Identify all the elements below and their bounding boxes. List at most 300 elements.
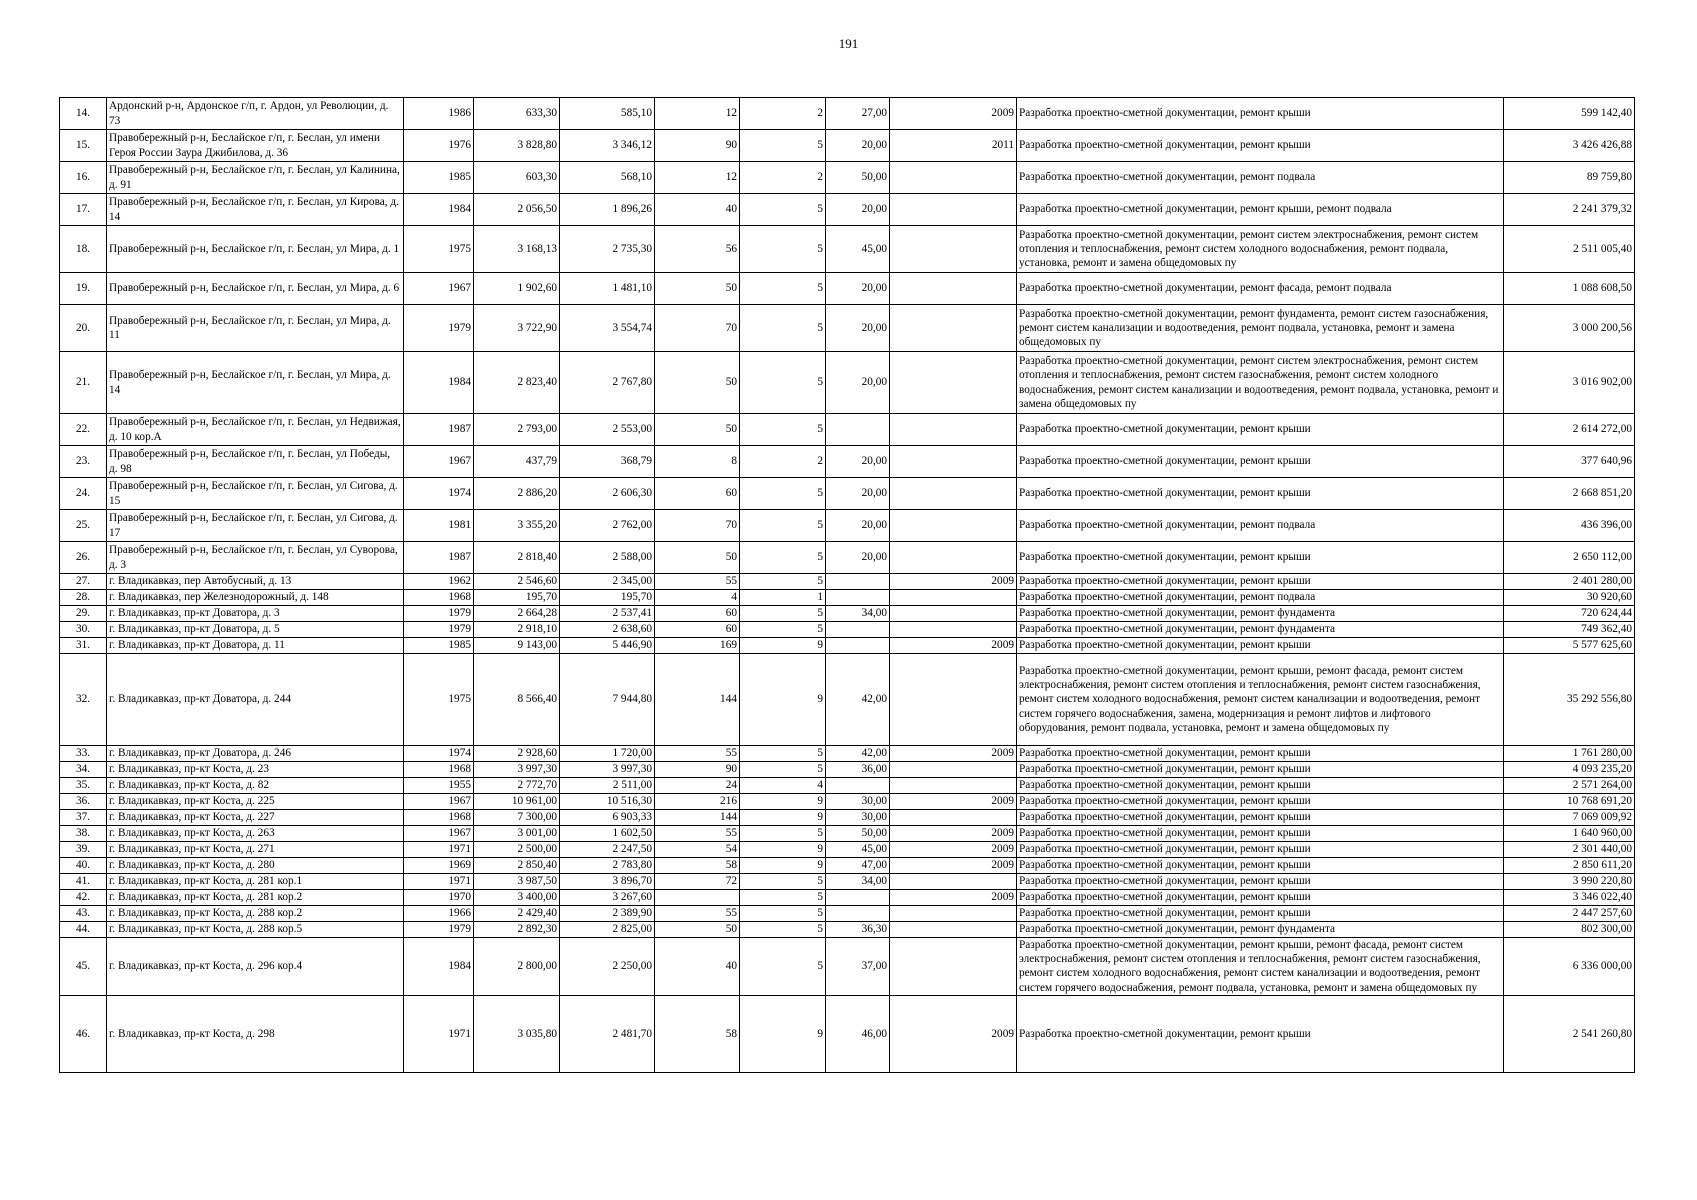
total-area-cell: 8 566,40 (474, 654, 560, 746)
works-cell: Разработка проектно-сметной документации, ремонт крыши, ремонт фасада, ремонт систем электроснабжения, ремонт систем отопления и теплоснабжения, ремонт систем газоснабжения, ремонт систем холодного водоснабжения, ремонт систем канализации и водоотведения, ремонт систем горячего водоснабжения, замена, модернизация и ремонт лифтов и лифтового оборудования, ремонт подвала, установка, ремонт и замена общедомовых пу (1017, 654, 1504, 746)
last-repair-year-cell: 2009 (890, 826, 1017, 842)
living-area-cell: 2 606,30 (560, 478, 655, 510)
floors-cell: 5 (740, 130, 826, 162)
cost-cell: 2 541 260,80 (1504, 995, 1635, 1072)
year-cell: 1966 (404, 906, 474, 922)
wear-cell: 36,30 (826, 922, 890, 938)
residents-cell: 216 (655, 794, 740, 810)
works-cell: Разработка проектно-сметной документации, ремонт фундамента (1017, 622, 1504, 638)
year-cell: 1979 (404, 305, 474, 352)
row-number-cell: 17. (60, 194, 107, 226)
wear-cell: 36,00 (826, 762, 890, 778)
wear-cell (826, 414, 890, 446)
address-cell: г. Владикавказ, пр-кт Доватора, д. 11 (107, 638, 404, 654)
cost-cell: 802 300,00 (1504, 922, 1635, 938)
wear-cell: 34,00 (826, 874, 890, 890)
year-cell: 1975 (404, 654, 474, 746)
cost-cell: 2 850 611,20 (1504, 858, 1635, 874)
total-area-cell: 3 722,90 (474, 305, 560, 352)
last-repair-year-cell: 2009 (890, 574, 1017, 590)
address-cell: Правобережный р-н, Беслайское г/п, г. Беслан, ул Победы, д. 98 (107, 446, 404, 478)
living-area-cell: 6 903,33 (560, 810, 655, 826)
floors-cell: 9 (740, 842, 826, 858)
row-number-cell: 35. (60, 778, 107, 794)
total-area-cell: 2 818,40 (474, 542, 560, 574)
last-repair-year-cell (890, 478, 1017, 510)
total-area-cell: 2 892,30 (474, 922, 560, 938)
year-cell: 1984 (404, 194, 474, 226)
address-cell: Правобережный р-н, Беслайское г/п, г. Беслан, ул Мира, д. 14 (107, 352, 404, 414)
row-number-cell: 25. (60, 510, 107, 542)
table-row (60, 638, 1635, 654)
row-number-cell: 44. (60, 922, 107, 938)
cost-cell: 377 640,96 (1504, 446, 1635, 478)
row-number-cell: 37. (60, 810, 107, 826)
year-cell: 1971 (404, 842, 474, 858)
residents-cell: 72 (655, 874, 740, 890)
floors-cell: 4 (740, 778, 826, 794)
last-repair-year-cell (890, 874, 1017, 890)
residents-cell: 58 (655, 995, 740, 1072)
row-number-cell: 20. (60, 305, 107, 352)
cost-cell: 1 640 960,00 (1504, 826, 1635, 842)
year-cell: 1968 (404, 810, 474, 826)
table-row (60, 98, 1635, 130)
floors-cell: 5 (740, 622, 826, 638)
cost-cell: 6 336 000,00 (1504, 938, 1635, 996)
cost-cell: 7 069 009,92 (1504, 810, 1635, 826)
row-number-cell: 21. (60, 352, 107, 414)
living-area-cell: 1 481,10 (560, 273, 655, 305)
last-repair-year-cell: 2009 (890, 98, 1017, 130)
works-cell: Разработка проектно-сметной документации, ремонт фасада, ремонт подвала (1017, 273, 1504, 305)
last-repair-year-cell: 2009 (890, 890, 1017, 906)
row-number-cell: 45. (60, 938, 107, 996)
total-area-cell: 2 850,40 (474, 858, 560, 874)
cost-cell: 2 447 257,60 (1504, 906, 1635, 922)
floors-cell: 5 (740, 938, 826, 996)
residents-cell: 55 (655, 574, 740, 590)
floors-cell: 5 (740, 478, 826, 510)
residents-cell: 55 (655, 826, 740, 842)
last-repair-year-cell (890, 226, 1017, 273)
cost-cell: 2 650 112,00 (1504, 542, 1635, 574)
last-repair-year-cell (890, 542, 1017, 574)
living-area-cell: 2 537,41 (560, 606, 655, 622)
floors-cell: 5 (740, 542, 826, 574)
works-cell: Разработка проектно-сметной документации, ремонт крыши (1017, 414, 1504, 446)
wear-cell: 20,00 (826, 273, 890, 305)
table-row (60, 842, 1635, 858)
repair-program-table (59, 97, 1635, 1073)
floors-cell: 5 (740, 826, 826, 842)
works-cell: Разработка проектно-сметной документации, ремонт фундамента (1017, 922, 1504, 938)
living-area-cell: 1 896,26 (560, 194, 655, 226)
cost-cell: 2 241 379,32 (1504, 194, 1635, 226)
year-cell: 1986 (404, 98, 474, 130)
address-cell: г. Владикавказ, пр-кт Коста, д. 281 кор.2 (107, 890, 404, 906)
last-repair-year-cell (890, 162, 1017, 194)
table-row (60, 654, 1635, 746)
total-area-cell: 1 902,60 (474, 273, 560, 305)
table-row (60, 938, 1635, 996)
total-area-cell: 2 928,60 (474, 746, 560, 762)
wear-cell (826, 906, 890, 922)
floors-cell: 5 (740, 273, 826, 305)
wear-cell: 34,00 (826, 606, 890, 622)
works-cell: Разработка проектно-сметной документации, ремонт крыши (1017, 542, 1504, 574)
living-area-cell: 2 735,30 (560, 226, 655, 273)
address-cell: г. Владикавказ, пр-кт Коста, д. 271 (107, 842, 404, 858)
residents-cell: 60 (655, 606, 740, 622)
year-cell: 1979 (404, 922, 474, 938)
address-cell: г. Владикавказ, пр-кт Коста, д. 280 (107, 858, 404, 874)
table-row (60, 890, 1635, 906)
living-area-cell: 2 250,00 (560, 938, 655, 996)
row-number-cell: 26. (60, 542, 107, 574)
works-cell: Разработка проектно-сметной документации, ремонт систем электроснабжения, ремонт систем отопления и теплоснабжения, ремонт систем газоснабжения, ремонт систем холодного водоснабжения, ремонт систем канализации и водоотведения, ремонт подвала, установка, ремонт и замена общедомовых пу (1017, 352, 1504, 414)
floors-cell: 5 (740, 226, 826, 273)
residents-cell: 54 (655, 842, 740, 858)
works-cell: Разработка проектно-сметной документации, ремонт крыши (1017, 98, 1504, 130)
last-repair-year-cell (890, 922, 1017, 938)
living-area-cell: 1 720,00 (560, 746, 655, 762)
year-cell: 1987 (404, 542, 474, 574)
cost-cell: 2 301 440,00 (1504, 842, 1635, 858)
table-row (60, 794, 1635, 810)
floors-cell: 5 (740, 352, 826, 414)
works-cell: Разработка проектно-сметной документации, ремонт подвала (1017, 510, 1504, 542)
address-cell: г. Владикавказ, пр-кт Коста, д. 225 (107, 794, 404, 810)
cost-cell: 1 088 608,50 (1504, 273, 1635, 305)
year-cell: 1975 (404, 226, 474, 273)
address-cell: г. Владикавказ, пр-кт Коста, д. 288 кор.2 (107, 906, 404, 922)
table-row (60, 762, 1635, 778)
year-cell: 1955 (404, 778, 474, 794)
works-cell: Разработка проектно-сметной документации, ремонт крыши (1017, 746, 1504, 762)
floors-cell: 2 (740, 446, 826, 478)
cost-cell: 2 511 005,40 (1504, 226, 1635, 273)
table-row (60, 542, 1635, 574)
year-cell: 1967 (404, 826, 474, 842)
address-cell: Правобережный р-н, Беслайское г/п, г. Беслан, ул Кирова, д. 14 (107, 194, 404, 226)
wear-cell: 47,00 (826, 858, 890, 874)
table-row (60, 590, 1635, 606)
wear-cell (826, 574, 890, 590)
residents-cell: 4 (655, 590, 740, 606)
works-cell: Разработка проектно-сметной документации, ремонт крыши (1017, 574, 1504, 590)
address-cell: г. Владикавказ, пр-кт Коста, д. 82 (107, 778, 404, 794)
wear-cell: 30,00 (826, 794, 890, 810)
living-area-cell: 368,79 (560, 446, 655, 478)
row-number-cell: 24. (60, 478, 107, 510)
living-area-cell: 585,10 (560, 98, 655, 130)
year-cell: 1981 (404, 510, 474, 542)
total-area-cell: 195,70 (474, 590, 560, 606)
row-number-cell: 42. (60, 890, 107, 906)
living-area-cell: 3 997,30 (560, 762, 655, 778)
total-area-cell: 3 400,00 (474, 890, 560, 906)
floors-cell: 5 (740, 414, 826, 446)
works-cell: Разработка проектно-сметной документации, ремонт систем электроснабжения, ремонт систем отопления и теплоснабжения, ремонт систем холодного водоснабжения, ремонт подвала, установка, ремонт и замена общедомовых пу (1017, 226, 1504, 273)
table-row (60, 746, 1635, 762)
floors-cell: 9 (740, 794, 826, 810)
wear-cell: 46,00 (826, 995, 890, 1072)
total-area-cell: 3 828,80 (474, 130, 560, 162)
floors-cell: 9 (740, 858, 826, 874)
living-area-cell: 10 516,30 (560, 794, 655, 810)
address-cell: Правобережный р-н, Беслайское г/п, г. Беслан, ул Калинина, д. 91 (107, 162, 404, 194)
cost-cell: 2 401 280,00 (1504, 574, 1635, 590)
row-number-cell: 46. (60, 995, 107, 1072)
living-area-cell: 3 896,70 (560, 874, 655, 890)
wear-cell: 37,00 (826, 938, 890, 996)
residents-cell: 55 (655, 746, 740, 762)
residents-cell: 50 (655, 352, 740, 414)
works-cell: Разработка проектно-сметной документации, ремонт крыши (1017, 874, 1504, 890)
table-row (60, 414, 1635, 446)
address-cell: Правобережный р-н, Беслайское г/п, г. Беслан, ул имени Героя России Заура Джибилова, д. 36 (107, 130, 404, 162)
address-cell: Правобережный р-н, Беслайское г/п, г. Беслан, ул Мира, д. 6 (107, 273, 404, 305)
total-area-cell: 437,79 (474, 446, 560, 478)
last-repair-year-cell (890, 778, 1017, 794)
total-area-cell: 2 772,70 (474, 778, 560, 794)
works-cell: Разработка проектно-сметной документации, ремонт крыши (1017, 762, 1504, 778)
year-cell: 1962 (404, 574, 474, 590)
wear-cell: 20,00 (826, 478, 890, 510)
cost-cell: 2 571 264,00 (1504, 778, 1635, 794)
works-cell: Разработка проектно-сметной документации, ремонт крыши, ремонт подвала (1017, 194, 1504, 226)
cost-cell: 3 990 220,80 (1504, 874, 1635, 890)
living-area-cell: 5 446,90 (560, 638, 655, 654)
address-cell: Правобережный р-н, Беслайское г/п, г. Беслан, ул Мира, д. 11 (107, 305, 404, 352)
living-area-cell: 568,10 (560, 162, 655, 194)
cost-cell: 10 768 691,20 (1504, 794, 1635, 810)
year-cell: 1967 (404, 794, 474, 810)
year-cell: 1971 (404, 995, 474, 1072)
address-cell: г. Владикавказ, пр-кт Доватора, д. 244 (107, 654, 404, 746)
table-body (60, 98, 1635, 1073)
total-area-cell: 3 987,50 (474, 874, 560, 890)
floors-cell: 9 (740, 995, 826, 1072)
cost-cell: 720 624,44 (1504, 606, 1635, 622)
residents-cell: 50 (655, 922, 740, 938)
residents-cell: 70 (655, 510, 740, 542)
total-area-cell: 2 429,40 (474, 906, 560, 922)
row-number-cell: 14. (60, 98, 107, 130)
floors-cell: 5 (740, 890, 826, 906)
last-repair-year-cell (890, 446, 1017, 478)
residents-cell: 50 (655, 273, 740, 305)
row-number-cell: 31. (60, 638, 107, 654)
cost-cell: 3 346 022,40 (1504, 890, 1635, 906)
last-repair-year-cell (890, 622, 1017, 638)
floors-cell: 1 (740, 590, 826, 606)
year-cell: 1967 (404, 446, 474, 478)
table-row (60, 273, 1635, 305)
wear-cell (826, 778, 890, 794)
row-number-cell: 32. (60, 654, 107, 746)
works-cell: Разработка проектно-сметной документации, ремонт фундамента, ремонт систем газоснабжения, ремонт систем канализации и водоотведения, ремонт подвала, установка, ремонт и замена общедомовых пу (1017, 305, 1504, 352)
row-number-cell: 34. (60, 762, 107, 778)
total-area-cell: 3 035,80 (474, 995, 560, 1072)
table-row (60, 995, 1635, 1072)
table-row (60, 778, 1635, 794)
residents-cell: 60 (655, 478, 740, 510)
table-row (60, 826, 1635, 842)
row-number-cell: 15. (60, 130, 107, 162)
works-cell: Разработка проектно-сметной документации, ремонт крыши (1017, 842, 1504, 858)
row-number-cell: 36. (60, 794, 107, 810)
floors-cell: 5 (740, 762, 826, 778)
year-cell: 1984 (404, 938, 474, 996)
last-repair-year-cell (890, 810, 1017, 826)
row-number-cell: 23. (60, 446, 107, 478)
residents-cell: 58 (655, 858, 740, 874)
address-cell: г. Владикавказ, пер Автобусный, д. 13 (107, 574, 404, 590)
cost-cell: 89 759,80 (1504, 162, 1635, 194)
floors-cell: 2 (740, 98, 826, 130)
total-area-cell: 2 800,00 (474, 938, 560, 996)
residents-cell: 70 (655, 305, 740, 352)
address-cell: Ардонский р-н, Ардонское г/п, г. Ардон, ул Революции, д. 73 (107, 98, 404, 130)
total-area-cell: 9 143,00 (474, 638, 560, 654)
floors-cell: 9 (740, 654, 826, 746)
table-row (60, 906, 1635, 922)
wear-cell: 20,00 (826, 352, 890, 414)
works-cell: Разработка проектно-сметной документации, ремонт крыши, ремонт фасада, ремонт систем электроснабжения, ремонт систем отопления и теплоснабжения, ремонт систем газоснабжения, ремонт систем холодного водоснабжения, ремонт систем канализации и водоотведения, ремонт систем горячего водоснабжения, ремонт подвала, установка, ремонт и замена общедомовых пу (1017, 938, 1504, 996)
last-repair-year-cell (890, 510, 1017, 542)
last-repair-year-cell (890, 906, 1017, 922)
total-area-cell: 2 056,50 (474, 194, 560, 226)
address-cell: г. Владикавказ, пр-кт Коста, д. 281 кор.1 (107, 874, 404, 890)
table-row (60, 574, 1635, 590)
last-repair-year-cell: 2009 (890, 995, 1017, 1072)
address-cell: г. Владикавказ, пр-кт Доватора, д. 5 (107, 622, 404, 638)
row-number-cell: 39. (60, 842, 107, 858)
year-cell: 1987 (404, 414, 474, 446)
residents-cell: 50 (655, 542, 740, 574)
wear-cell (826, 622, 890, 638)
total-area-cell: 2 918,10 (474, 622, 560, 638)
works-cell: Разработка проектно-сметной документации, ремонт крыши (1017, 446, 1504, 478)
last-repair-year-cell (890, 938, 1017, 996)
wear-cell (826, 638, 890, 654)
wear-cell: 20,00 (826, 194, 890, 226)
address-cell: г. Владикавказ, пр-кт Коста, д. 288 кор.5 (107, 922, 404, 938)
cost-cell: 3 426 426,88 (1504, 130, 1635, 162)
residents-cell: 90 (655, 130, 740, 162)
total-area-cell: 2 664,28 (474, 606, 560, 622)
last-repair-year-cell (890, 590, 1017, 606)
page-number: 191 (838, 36, 859, 51)
residents-cell: 12 (655, 162, 740, 194)
living-area-cell: 3 267,60 (560, 890, 655, 906)
wear-cell: 27,00 (826, 98, 890, 130)
total-area-cell: 2 886,20 (474, 478, 560, 510)
address-cell: г. Владикавказ, пр-кт Коста, д. 227 (107, 810, 404, 826)
row-number-cell: 40. (60, 858, 107, 874)
row-number-cell: 41. (60, 874, 107, 890)
works-cell: Разработка проектно-сметной документации, ремонт крыши (1017, 810, 1504, 826)
last-repair-year-cell: 2009 (890, 746, 1017, 762)
row-number-cell: 28. (60, 590, 107, 606)
year-cell: 1968 (404, 762, 474, 778)
row-number-cell: 29. (60, 606, 107, 622)
residents-cell: 12 (655, 98, 740, 130)
living-area-cell: 2 825,00 (560, 922, 655, 938)
year-cell: 1985 (404, 638, 474, 654)
table-row (60, 194, 1635, 226)
works-cell: Разработка проектно-сметной документации, ремонт крыши (1017, 478, 1504, 510)
last-repair-year-cell (890, 194, 1017, 226)
address-cell: г. Владикавказ, пр-кт Доватора, д. 246 (107, 746, 404, 762)
living-area-cell: 2 767,80 (560, 352, 655, 414)
table-row (60, 810, 1635, 826)
cost-cell: 30 920,60 (1504, 590, 1635, 606)
table-row (60, 874, 1635, 890)
residents-cell: 60 (655, 622, 740, 638)
wear-cell: 42,00 (826, 746, 890, 762)
living-area-cell: 2 247,50 (560, 842, 655, 858)
residents-cell: 144 (655, 654, 740, 746)
year-cell: 1971 (404, 874, 474, 890)
floors-cell: 5 (740, 922, 826, 938)
cost-cell: 3 000 200,56 (1504, 305, 1635, 352)
total-area-cell: 2 546,60 (474, 574, 560, 590)
living-area-cell: 2 345,00 (560, 574, 655, 590)
cost-cell: 1 761 280,00 (1504, 746, 1635, 762)
table-row (60, 606, 1635, 622)
wear-cell (826, 590, 890, 606)
residents-cell: 90 (655, 762, 740, 778)
residents-cell: 24 (655, 778, 740, 794)
total-area-cell: 2 500,00 (474, 842, 560, 858)
works-cell: Разработка проектно-сметной документации, ремонт подвала (1017, 162, 1504, 194)
works-cell: Разработка проектно-сметной документации, ремонт крыши (1017, 858, 1504, 874)
cost-cell: 599 142,40 (1504, 98, 1635, 130)
wear-cell: 20,00 (826, 510, 890, 542)
table-row (60, 922, 1635, 938)
row-number-cell: 43. (60, 906, 107, 922)
year-cell: 1970 (404, 890, 474, 906)
residents-cell: 40 (655, 194, 740, 226)
floors-cell: 2 (740, 162, 826, 194)
cost-cell: 749 362,40 (1504, 622, 1635, 638)
floors-cell: 9 (740, 810, 826, 826)
year-cell: 1974 (404, 478, 474, 510)
living-area-cell: 3 554,74 (560, 305, 655, 352)
table-row (60, 305, 1635, 352)
table-row (60, 478, 1635, 510)
wear-cell: 42,00 (826, 654, 890, 746)
living-area-cell: 2 783,80 (560, 858, 655, 874)
total-area-cell: 3 001,00 (474, 826, 560, 842)
address-cell: г. Владикавказ, пр-кт Коста, д. 263 (107, 826, 404, 842)
last-repair-year-cell: 2009 (890, 858, 1017, 874)
row-number-cell: 30. (60, 622, 107, 638)
works-cell: Разработка проектно-сметной документации, ремонт крыши (1017, 826, 1504, 842)
last-repair-year-cell: 2011 (890, 130, 1017, 162)
wear-cell: 50,00 (826, 826, 890, 842)
residents-cell (655, 890, 740, 906)
row-number-cell: 38. (60, 826, 107, 842)
year-cell: 1984 (404, 352, 474, 414)
address-cell: Правобережный р-н, Беслайское г/п, г. Беслан, ул Недвижая, д. 10 кор.А (107, 414, 404, 446)
wear-cell: 30,00 (826, 810, 890, 826)
row-number-cell: 22. (60, 414, 107, 446)
works-cell: Разработка проектно-сметной документации, ремонт крыши (1017, 794, 1504, 810)
